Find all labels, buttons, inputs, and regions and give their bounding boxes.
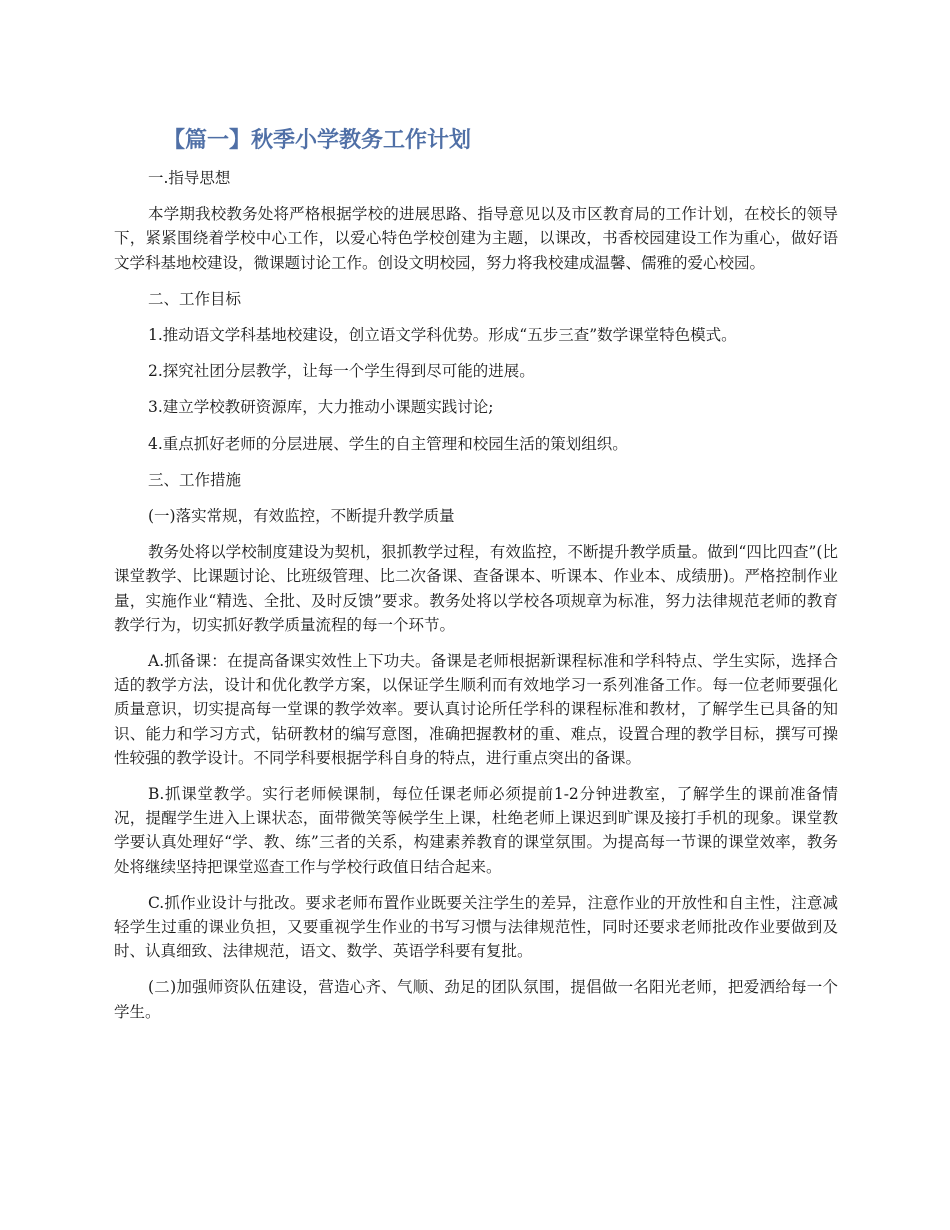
section-heading: 一.指导思想	[148, 169, 231, 187]
goal-item: 3.建立学校教研资源库，大力推动小课题实践讨论;	[148, 398, 494, 417]
measure-item: A.抓备课：在提高备课实效性上下功夫。备课是老师根据新课程标准和学科特点、学生实际，选择合适的教学方法，设计和优化教学方案，以保证学生顺利而有效地学习一系列准备工作。每一位老师要强化质量意识，切实提高每一堂课的教学效率。要认真讨论所任学科的课程标准和教材，了解学生已具备的知识、能力和学习方式，钻研教材的编写意图，准确把握教材的重、难点，设置合理的教学目标，撰写可操性较强的教学设计。不同学科要根据学科自身的特点，进行重点突出的备课。	[114, 652, 838, 767]
goal-item: 4.重点抓好老师的分层进展、学生的自主管理和校园生活的策划组织。	[148, 434, 628, 453]
document-body	[114, 166, 838, 1036]
measure-item: B.抓课堂教学。实行老师候课制，每位任课老师必须提前1-2分钟进教室，了解学生的课前准备情况，提醒学生进入上课状态，面带微笑等候学生上课，杜绝老师上课迟到旷课及接打手机的现象。课堂教学要认真处理好“学、教、练”三者的关系，构建素养教育的课堂氛围。为提高每一节课的课堂效率，教务处将继续坚持把课堂巡查工作与学校行政值日结合起来。	[114, 785, 838, 876]
goal-item: 2.探究社团分层教学，让每一个学生得到尽可能的进展。	[148, 362, 535, 381]
subsection-heading: (二)加强师资队伍建设，营造心齐、气顺、劲足的团队氛围，提倡做一名阳光老师，把爱洒给每一个学生。	[114, 978, 838, 1021]
section-heading: 二、工作目标	[148, 289, 242, 308]
document-title: 【篇一】秋季小学教务工作计划	[163, 128, 472, 153]
measure-item: C.抓作业设计与批改。要求老师布置作业既要关注学生的差异，注意作业的开放性和自主性，注意减轻学生过重的课业负担，又要重视学生作业的书写习惯与法律规范性，同时还要求老师批改作业要做到及时、认真细致、法律规范，语文、数学、英语学科要有复批。	[114, 893, 838, 961]
section-heading: 三、工作措施	[148, 470, 242, 489]
goal-item: 1.推动语文学科基地校建设，创立语文学科优势。形成“五步三查”数学课堂特色模式。	[148, 326, 737, 345]
body-paragraph: 教务处将以学校制度建设为契机，狠抓教学过程，有效监控，不断提升教学质量。做到“四比四查”(比课堂教学、比课题讨论、比班级管理、比二次备课、查备课本、听课本、作业本、成绩册)。严格控制作业量，实施作业“精选、全批、及时反馈”要求。教务处将以学校各项规章为标准，努力法律规范老师的教育教学行为，切实抓好教学质量流程的每一个环节。	[114, 543, 838, 634]
body-paragraph: 本学期我校教务处将严格根据学校的进展思路、指导意见以及市区教育局的工作计划，在校长的领导下，紧紧围绕着学校中心工作，以爱心特色学校创建为主题，以课改，书香校园建设工作为重心，做好语文学科基地校建设，微课题讨论工作。创设文明校园，努力将我校建成温馨、儒雅的爱心校园。	[114, 205, 838, 272]
subsection-heading: (一)落实常规，有效监控，不断提升教学质量	[148, 507, 455, 526]
